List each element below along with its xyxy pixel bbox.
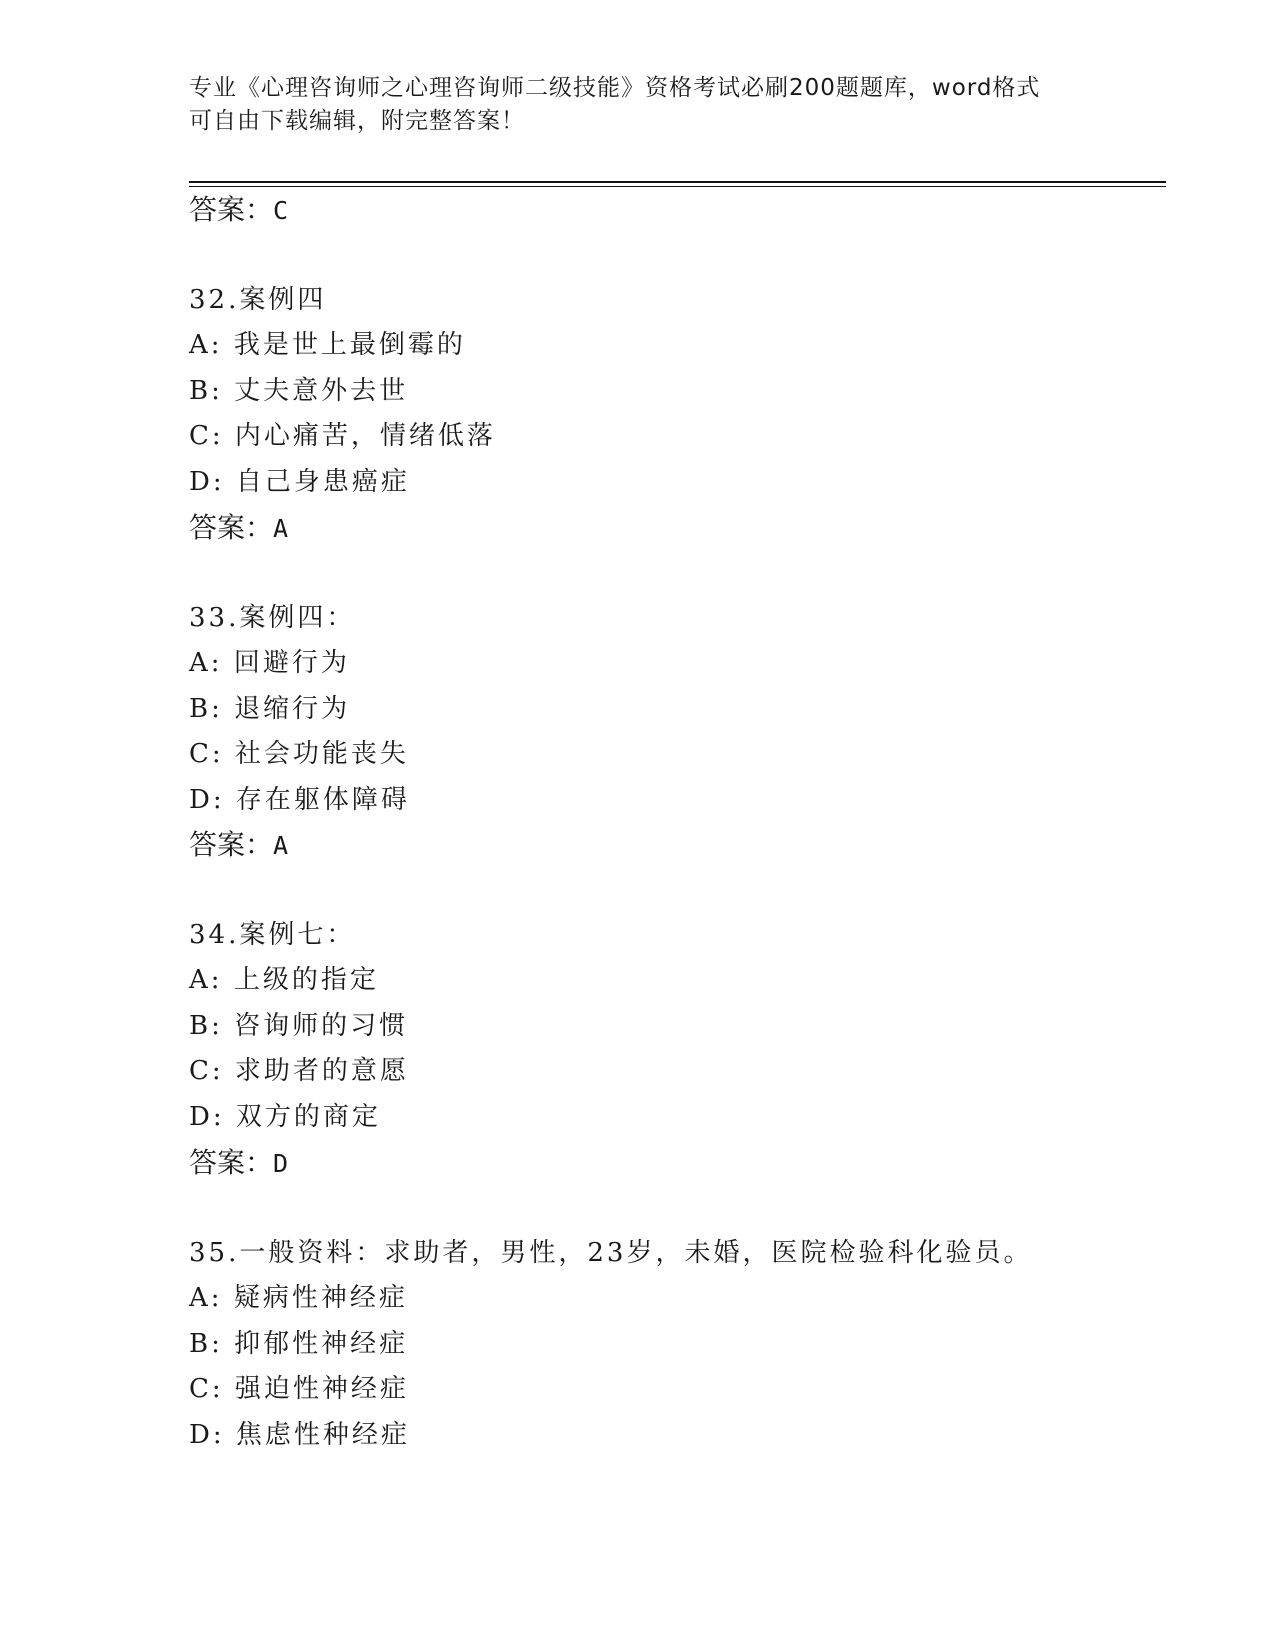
- option-key: A:: [189, 965, 223, 995]
- question-block: [189, 595, 410, 823]
- option-text: 我是世上最倒霉的: [233, 330, 466, 360]
- answer-line: [189, 190, 288, 231]
- question-title: [189, 1230, 1032, 1276]
- option-text: 上级的指定: [233, 965, 379, 995]
- option-key: A:: [189, 648, 223, 678]
- question-stem: 案例四: [239, 285, 327, 315]
- option-b: [189, 687, 410, 733]
- option-key: C:: [189, 1374, 224, 1404]
- answer-value: D: [273, 1149, 289, 1178]
- header-line-2: 可自由下载编辑，附完整答案！: [189, 108, 525, 134]
- option-text: 丈夫意外去世: [234, 375, 409, 406]
- answer-value: A: [273, 514, 289, 543]
- answer-value: C: [273, 196, 289, 225]
- question-title: [189, 595, 410, 641]
- question-block: [189, 1230, 1032, 1458]
- answer-label: 答案：: [189, 828, 274, 861]
- question-number: 34.: [189, 920, 240, 950]
- option-text: 求助者的意愿: [234, 1056, 409, 1086]
- option-d: [189, 1095, 409, 1141]
- answer-line: [189, 1143, 288, 1184]
- option-c: [189, 414, 496, 460]
- option-key: A:: [189, 1283, 223, 1313]
- answer-line: [189, 508, 288, 549]
- option-key: D:: [189, 1419, 225, 1450]
- question-block: [189, 912, 409, 1140]
- answer-value: A: [273, 831, 289, 860]
- answer-line: [189, 825, 288, 866]
- option-key: B:: [189, 693, 223, 724]
- document-header: [189, 72, 1069, 138]
- option-key: B:: [189, 1328, 223, 1359]
- question-block: [189, 277, 496, 505]
- question-stem: 案例七：: [239, 920, 356, 950]
- option-key: C:: [189, 1056, 224, 1086]
- header-divider-thin: [189, 186, 1166, 187]
- question-number: 32.: [189, 285, 240, 315]
- option-a: [189, 323, 496, 369]
- option-d: [189, 460, 496, 506]
- option-text: 双方的商定: [235, 1101, 381, 1132]
- option-key: D:: [189, 784, 225, 815]
- answer-label: 答案：: [189, 511, 274, 544]
- option-text: 退缩行为: [234, 693, 351, 724]
- option-key: B:: [189, 375, 223, 406]
- option-text: 抑郁性神经症: [234, 1328, 409, 1359]
- option-text: 内心痛苦，情绪低落: [234, 421, 496, 451]
- answer-label: 答案：: [189, 1146, 274, 1179]
- option-d: [189, 1413, 1032, 1459]
- option-text: 疑病性神经症: [233, 1283, 408, 1313]
- option-key: A:: [189, 330, 223, 360]
- option-a: [189, 1276, 1032, 1322]
- option-key: B:: [189, 1010, 223, 1041]
- option-b: [189, 369, 496, 415]
- option-text: 社会功能丧失: [234, 739, 409, 769]
- question-stem: 案例四：: [239, 603, 356, 633]
- option-c: [189, 1367, 1032, 1413]
- option-text: 自己身患癌症: [235, 466, 410, 497]
- option-text: 回避行为: [233, 648, 350, 678]
- option-text: 咨询师的习惯: [234, 1010, 409, 1041]
- header-divider-thick: [189, 181, 1166, 183]
- question-title: [189, 912, 409, 958]
- option-d: [189, 778, 410, 824]
- question-number: 33.: [189, 603, 240, 633]
- option-key: C:: [189, 421, 224, 451]
- header-line-1: 专业《心理咨询师之心理咨询师二级技能》资格考试必刷200题题库，word格式: [189, 75, 1041, 101]
- option-text: 存在躯体障碍: [235, 784, 410, 815]
- option-key: C:: [189, 739, 224, 769]
- option-a: [189, 641, 410, 687]
- option-c: [189, 732, 410, 778]
- option-key: D:: [189, 466, 225, 497]
- question-title: [189, 277, 496, 323]
- option-text: 焦虑性种经症: [235, 1419, 410, 1450]
- option-a: [189, 958, 409, 1004]
- question-number: 35.: [189, 1238, 240, 1268]
- option-b: [189, 1322, 1032, 1368]
- question-stem: 一般资料：求助者，男性，23岁，未婚，医院检验科化验员。: [239, 1238, 1033, 1268]
- option-c: [189, 1049, 409, 1095]
- option-b: [189, 1004, 409, 1050]
- option-text: 强迫性神经症: [234, 1374, 409, 1404]
- option-key: D:: [189, 1101, 225, 1132]
- answer-label: 答案：: [189, 193, 274, 226]
